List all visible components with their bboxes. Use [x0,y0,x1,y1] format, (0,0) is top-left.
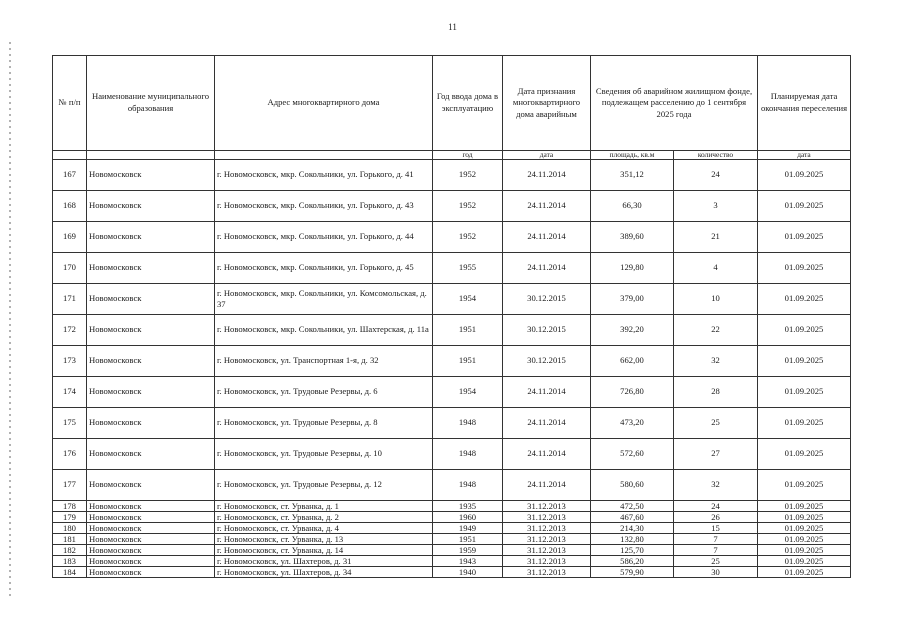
cell-municipality: Новомосковск [87,191,215,222]
cell-area: 389,60 [591,222,674,253]
header-recognition-date: Дата признания многоквартирного дома аварийным [503,56,591,151]
cell-municipality: Новомосковск [87,253,215,284]
cell-count: 24 [674,160,758,191]
cell-address: г. Новомосковск, ул. Шахтеров, д. 34 [215,567,433,578]
cell-year: 1952 [433,160,503,191]
cell-address: г. Новомосковск, ул. Шахтеров, д. 31 [215,556,433,567]
cell-recognition-date: 31.12.2013 [503,523,591,534]
cell-count: 4 [674,253,758,284]
cell-num: 170 [53,253,87,284]
cell-address: г. Новомосковск, ул. Трудовые Резервы, д. 8 [215,408,433,439]
cell-planned-date: 01.09.2025 [758,253,851,284]
cell-area: 586,20 [591,556,674,567]
cell-num: 173 [53,346,87,377]
cell-year: 1954 [433,377,503,408]
cell-year: 1952 [433,191,503,222]
cell-planned-date: 01.09.2025 [758,377,851,408]
cell-num: 176 [53,439,87,470]
cell-year: 1951 [433,534,503,545]
cell-num: 169 [53,222,87,253]
cell-year: 1948 [433,439,503,470]
cell-municipality: Новомосковск [87,160,215,191]
cell-planned-date: 01.09.2025 [758,191,851,222]
cell-municipality: Новомосковск [87,346,215,377]
cell-year: 1955 [433,253,503,284]
cell-municipality: Новомосковск [87,534,215,545]
cell-year: 1943 [433,556,503,567]
cell-address: г. Новомосковск, ст. Урванка, д. 13 [215,534,433,545]
cell-municipality: Новомосковск [87,501,215,512]
cell-address: г. Новомосковск, ул. Транспортная 1-я, д. 32 [215,346,433,377]
cell-area: 726,80 [591,377,674,408]
subheader-year: год [433,151,503,160]
cell-year: 1954 [433,284,503,315]
cell-municipality: Новомосковск [87,545,215,556]
cell-year: 1948 [433,470,503,501]
subheader-planned-date: дата [758,151,851,160]
cell-area: 662,00 [591,346,674,377]
cell-num: 178 [53,501,87,512]
cell-planned-date: 01.09.2025 [758,567,851,578]
scan-edge-marks [9,40,11,600]
cell-address: г. Новомосковск, ст. Урванка, д. 1 [215,501,433,512]
header-year: Год ввода дома в эксплуатацию [433,56,503,151]
cell-area: 392,20 [591,315,674,346]
subheader-area: площадь, кв.м [591,151,674,160]
cell-recognition-date: 31.12.2013 [503,567,591,578]
cell-area: 66,30 [591,191,674,222]
cell-area: 132,80 [591,534,674,545]
table-row [53,346,851,377]
cell-planned-date: 01.09.2025 [758,160,851,191]
table-row [53,377,851,408]
cell-num: 172 [53,315,87,346]
cell-recognition-date: 30.12.2015 [503,346,591,377]
cell-count: 10 [674,284,758,315]
cell-recognition-date: 24.11.2014 [503,191,591,222]
cell-num: 179 [53,512,87,523]
cell-municipality: Новомосковск [87,377,215,408]
cell-recognition-date: 24.11.2014 [503,470,591,501]
header-municipality: Наименование муниципального образования [87,56,215,151]
cell-planned-date: 01.09.2025 [758,470,851,501]
header-num: № п/п [53,56,87,151]
table-header-row [53,56,851,151]
cell-count: 28 [674,377,758,408]
cell-recognition-date: 24.11.2014 [503,439,591,470]
cell-year: 1951 [433,315,503,346]
cell-planned-date: 01.09.2025 [758,545,851,556]
cell-address: г. Новомосковск, ст. Урванка, д. 4 [215,523,433,534]
cell-municipality: Новомосковск [87,512,215,523]
cell-recognition-date: 24.11.2014 [503,377,591,408]
cell-num: 181 [53,534,87,545]
header-address: Адрес многоквартирного дома [215,56,433,151]
cell-recognition-date: 24.11.2014 [503,160,591,191]
table-subheader-row [53,151,851,160]
table-row [53,523,851,534]
cell-municipality: Новомосковск [87,470,215,501]
cell-recognition-date: 24.11.2014 [503,222,591,253]
table-body [53,160,851,578]
table-row [53,470,851,501]
cell-planned-date: 01.09.2025 [758,284,851,315]
page-number: 11 [448,22,457,32]
cell-area: 472,50 [591,501,674,512]
cell-area: 572,60 [591,439,674,470]
cell-count: 7 [674,534,758,545]
cell-address: г. Новомосковск, мкр. Сокольники, ул. Горького, д. 45 [215,253,433,284]
cell-address: г. Новомосковск, мкр. Сокольники, ул. Шахтерская, д. 11а [215,315,433,346]
cell-area: 473,20 [591,408,674,439]
cell-municipality: Новомосковск [87,439,215,470]
table-row [53,284,851,315]
emergency-housing-table [52,55,851,578]
cell-num: 174 [53,377,87,408]
table-row [53,439,851,470]
cell-num: 182 [53,545,87,556]
cell-recognition-date: 30.12.2015 [503,284,591,315]
table-row [53,315,851,346]
cell-area: 125,70 [591,545,674,556]
table-row [53,556,851,567]
cell-planned-date: 01.09.2025 [758,512,851,523]
cell-address: г. Новомосковск, ст. Урванка, д. 2 [215,512,433,523]
cell-count: 32 [674,470,758,501]
cell-area: 467,60 [591,512,674,523]
cell-area: 379,00 [591,284,674,315]
cell-address: г. Новомосковск, мкр. Сокольники, ул. Комсомольская, д. 37 [215,284,433,315]
table-row [53,191,851,222]
subheader-empty [215,151,433,160]
cell-municipality: Новомосковск [87,315,215,346]
cell-planned-date: 01.09.2025 [758,501,851,512]
cell-num: 183 [53,556,87,567]
cell-year: 1959 [433,545,503,556]
cell-num: 171 [53,284,87,315]
subheader-date: дата [503,151,591,160]
cell-municipality: Новомосковск [87,222,215,253]
cell-year: 1940 [433,567,503,578]
cell-address: г. Новомосковск, ул. Трудовые Резервы, д. 6 [215,377,433,408]
header-planned-date: Планируемая дата окончания переселения [758,56,851,151]
cell-address: г. Новомосковск, ст. Урванка, д. 14 [215,545,433,556]
cell-planned-date: 01.09.2025 [758,315,851,346]
cell-area: 579,90 [591,567,674,578]
subheader-empty [87,151,215,160]
cell-municipality: Новомосковск [87,408,215,439]
table-row [53,160,851,191]
cell-planned-date: 01.09.2025 [758,523,851,534]
cell-area: 580,60 [591,470,674,501]
cell-municipality: Новомосковск [87,556,215,567]
cell-municipality: Новомосковск [87,284,215,315]
cell-count: 22 [674,315,758,346]
cell-num: 167 [53,160,87,191]
header-emergency-info: Сведения об аварийном жилищном фонде, подлежащем расселению до 1 сентября 2025 года [591,56,758,151]
cell-count: 15 [674,523,758,534]
cell-count: 27 [674,439,758,470]
cell-count: 7 [674,545,758,556]
table-row [53,253,851,284]
cell-planned-date: 01.09.2025 [758,556,851,567]
cell-address: г. Новомосковск, мкр. Сокольники, ул. Горького, д. 43 [215,191,433,222]
cell-count: 32 [674,346,758,377]
table-row [53,222,851,253]
cell-recognition-date: 31.12.2013 [503,556,591,567]
cell-recognition-date: 24.11.2014 [503,408,591,439]
cell-count: 26 [674,512,758,523]
cell-area: 214,30 [591,523,674,534]
cell-address: г. Новомосковск, мкр. Сокольники, ул. Горького, д. 44 [215,222,433,253]
cell-num: 168 [53,191,87,222]
cell-year: 1935 [433,501,503,512]
cell-planned-date: 01.09.2025 [758,408,851,439]
cell-num: 184 [53,567,87,578]
cell-recognition-date: 31.12.2013 [503,534,591,545]
cell-count: 25 [674,408,758,439]
cell-num: 180 [53,523,87,534]
cell-recognition-date: 31.12.2013 [503,501,591,512]
cell-num: 175 [53,408,87,439]
cell-year: 1948 [433,408,503,439]
table-row [53,408,851,439]
cell-planned-date: 01.09.2025 [758,346,851,377]
cell-count: 21 [674,222,758,253]
cell-count: 25 [674,556,758,567]
cell-address: г. Новомосковск, ул. Трудовые Резервы, д. 12 [215,470,433,501]
cell-municipality: Новомосковск [87,523,215,534]
cell-year: 1949 [433,523,503,534]
cell-area: 351,12 [591,160,674,191]
cell-planned-date: 01.09.2025 [758,222,851,253]
cell-recognition-date: 31.12.2013 [503,545,591,556]
table-row [53,567,851,578]
table-row [53,545,851,556]
cell-recognition-date: 24.11.2014 [503,253,591,284]
cell-count: 24 [674,501,758,512]
cell-planned-date: 01.09.2025 [758,439,851,470]
cell-recognition-date: 31.12.2013 [503,512,591,523]
subheader-empty [53,151,87,160]
table-row [53,512,851,523]
cell-address: г. Новомосковск, мкр. Сокольники, ул. Горького, д. 41 [215,160,433,191]
cell-count: 30 [674,567,758,578]
cell-recognition-date: 30.12.2015 [503,315,591,346]
cell-planned-date: 01.09.2025 [758,534,851,545]
cell-municipality: Новомосковск [87,567,215,578]
cell-year: 1951 [433,346,503,377]
table-row [53,501,851,512]
cell-area: 129,80 [591,253,674,284]
cell-count: 3 [674,191,758,222]
cell-year: 1960 [433,512,503,523]
cell-num: 177 [53,470,87,501]
cell-address: г. Новомосковск, ул. Трудовые Резервы, д. 10 [215,439,433,470]
subheader-count: количество [674,151,758,160]
table-row [53,534,851,545]
cell-year: 1952 [433,222,503,253]
